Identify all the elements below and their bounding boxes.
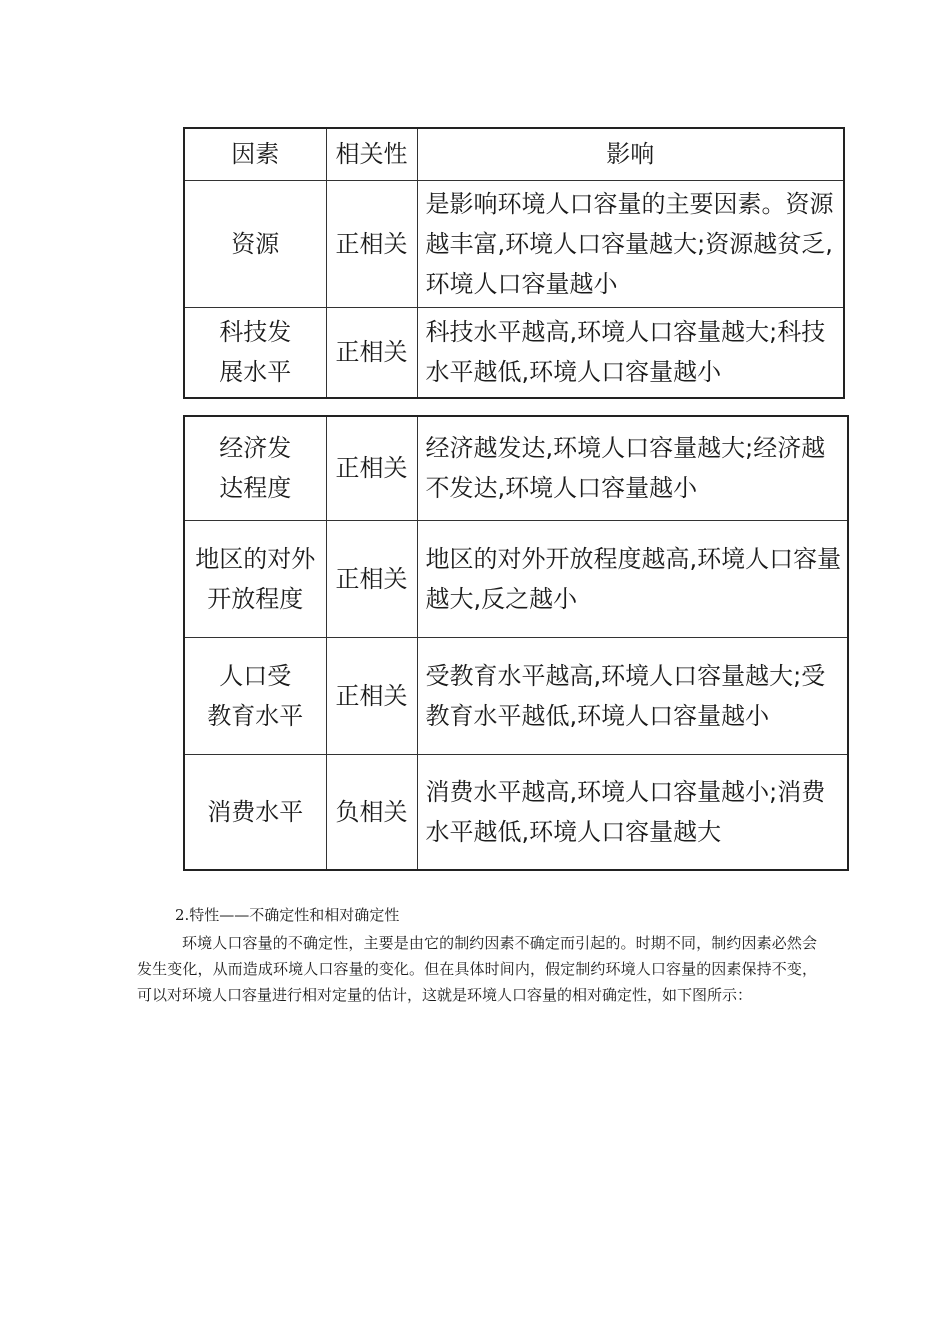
factor-label-line-2: 展水平 [219, 358, 292, 387]
factor-cell [184, 307, 326, 398]
factor-label-line-1: 经济发 [219, 434, 292, 463]
body-paragraph: 环境人口容量的不确定性，主要是由它的制约因素不确定而引起的。时期不同，制约因素必然会发生变化，从而造成环境人口容量的变化。但在具体时间内，假定制约环境人口容量的因素保持不变，可以对环境人口容量进行相对定量的估计，这就是环境人口容量的相对确定性，如下图所示： [137, 934, 817, 1004]
table-header-row [184, 128, 844, 180]
factor-label-line-1: 地区的对外 [195, 544, 316, 573]
table-row [184, 307, 844, 398]
factor-cell [184, 416, 326, 520]
header-correlation: 相关性 [326, 128, 417, 180]
factor-label-line-2: 教育水平 [207, 701, 304, 730]
header-effect: 影响 [417, 128, 844, 180]
effect-cell: 地区的对外开放程度越高,环境人口容量越大,反之越小 [417, 520, 848, 637]
table-row [184, 520, 848, 637]
factor-table-part-1 [183, 127, 845, 399]
correlation-cell: 正相关 [326, 416, 417, 520]
table-row [184, 754, 848, 870]
factor-table-part-2 [183, 415, 849, 871]
correlation-cell: 正相关 [326, 180, 417, 307]
factor-label-line-2: 开放程度 [207, 584, 304, 613]
correlation-cell: 正相关 [326, 637, 417, 754]
effect-cell: 消费水平越高,环境人口容量越小;消费水平越低,环境人口容量越大 [417, 754, 848, 870]
table-row [184, 180, 844, 307]
effect-cell: 经济越发达,环境人口容量越大;经济越不发达,环境人口容量越小 [417, 416, 848, 520]
correlation-cell: 正相关 [326, 307, 417, 398]
table-row [184, 416, 848, 520]
correlation-cell: 正相关 [326, 520, 417, 637]
factor-label: 资源 [231, 229, 280, 258]
section-heading: 2.特性——不确定性和相对确定性 [175, 906, 400, 924]
effect-cell: 是影响环境人口容量的主要因素。资源越丰富,环境人口容量越大;资源越贫乏,环境人口容量越小 [417, 180, 844, 307]
header-factor: 因素 [184, 128, 326, 180]
effect-cell: 受教育水平越高,环境人口容量越大;受教育水平越低,环境人口容量越小 [417, 637, 848, 754]
factor-label-line-2: 达程度 [219, 474, 292, 503]
table-row [184, 637, 848, 754]
correlation-cell: 负相关 [326, 754, 417, 870]
factor-cell [184, 520, 326, 637]
factor-cell [184, 637, 326, 754]
factor-label-line-1: 科技发 [219, 318, 292, 347]
factor-label-line-1: 人口受 [219, 661, 292, 690]
effect-cell: 科技水平越高,环境人口容量越大;科技水平越低,环境人口容量越小 [417, 307, 844, 398]
factor-label: 消费水平 [207, 797, 304, 826]
factor-cell [184, 754, 326, 870]
factor-cell [184, 180, 326, 307]
